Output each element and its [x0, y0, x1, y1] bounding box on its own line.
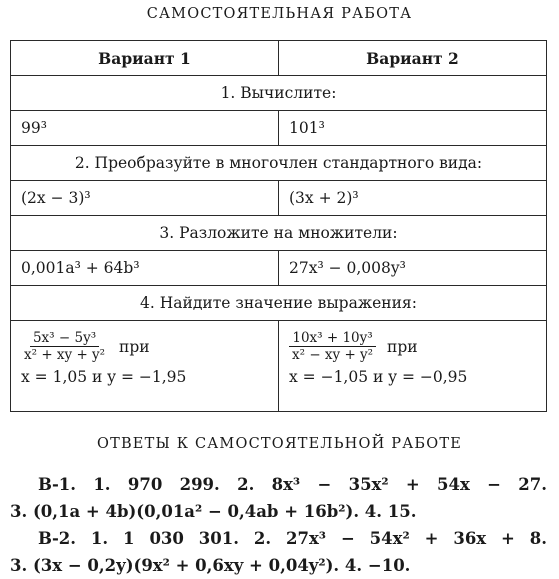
task-4-heading: 4. Найдите значение выражения:	[11, 286, 547, 321]
variant-1-header: Вариант 1	[11, 41, 279, 76]
fraction-denominator: x² − xy + y²	[292, 347, 374, 364]
task-1-variant-2: 101³	[279, 111, 547, 146]
condition-word: при	[387, 337, 418, 356]
answer-line: В-2. 1. 1 030 301. 2. 27x³ − 54x² + 36x + 8.	[38, 529, 547, 548]
task-3-variant-1: 0,001a³ + 64b³	[11, 251, 279, 286]
task-row	[11, 111, 547, 146]
task-4-variant-2	[279, 321, 547, 412]
task-4-variant-1	[11, 321, 279, 412]
fraction	[21, 331, 108, 362]
tasks-table	[10, 40, 547, 412]
fraction-denominator: x² + xy + y²	[24, 347, 106, 364]
variant-2-header: Вариант 2	[279, 41, 547, 76]
task-2-heading: 2. Преобразуйте в многочлен стандартного вида:	[11, 146, 547, 181]
page-title: САМОСТОЯТЕЛЬНАЯ РАБОТА	[146, 6, 413, 22]
task-row	[11, 181, 547, 216]
fraction-numerator: 5x³ − 5y³	[30, 331, 99, 347]
task-heading-row	[11, 146, 547, 181]
task-row	[11, 251, 547, 286]
answer-line: 3. (0,1a + 4b)(0,01a² − 0,4ab + 16b²). 4. 15.	[10, 502, 417, 521]
task-2-variant-1: (2x − 3)³	[11, 181, 279, 216]
task-3-variant-2: 27x³ − 0,008y³	[279, 251, 547, 286]
condition-values: x = −1,05 и y = −0,95	[289, 368, 468, 387]
answer-line: В-1. 1. 970 299. 2. 8x³ − 35x² + 54x − 27.	[38, 475, 547, 494]
fraction-numerator: 10x³ + 10y³	[289, 331, 375, 347]
task-2-variant-2: (3x + 2)³	[279, 181, 547, 216]
task-heading-row	[11, 286, 547, 321]
answers-title: ОТВЕТЫ К САМОСТОЯТЕЛЬНОЙ РАБОТЕ	[96, 436, 462, 452]
task-3-heading: 3. Разложите на множители:	[11, 216, 547, 251]
variants-header-row	[11, 41, 547, 76]
fraction	[289, 331, 376, 362]
task-1-heading: 1. Вычислите:	[11, 76, 547, 111]
condition-word: при	[119, 337, 150, 356]
task-heading-row	[11, 76, 547, 111]
condition-values: x = 1,05 и y = −1,95	[21, 368, 187, 387]
answer-line: 3. (3x − 0,2y)(9x² + 0,6xy + 0,04y²). 4. −10.	[10, 556, 411, 575]
task-1-variant-1: 99³	[11, 111, 279, 146]
task-heading-row	[11, 216, 547, 251]
task-row	[11, 321, 547, 412]
